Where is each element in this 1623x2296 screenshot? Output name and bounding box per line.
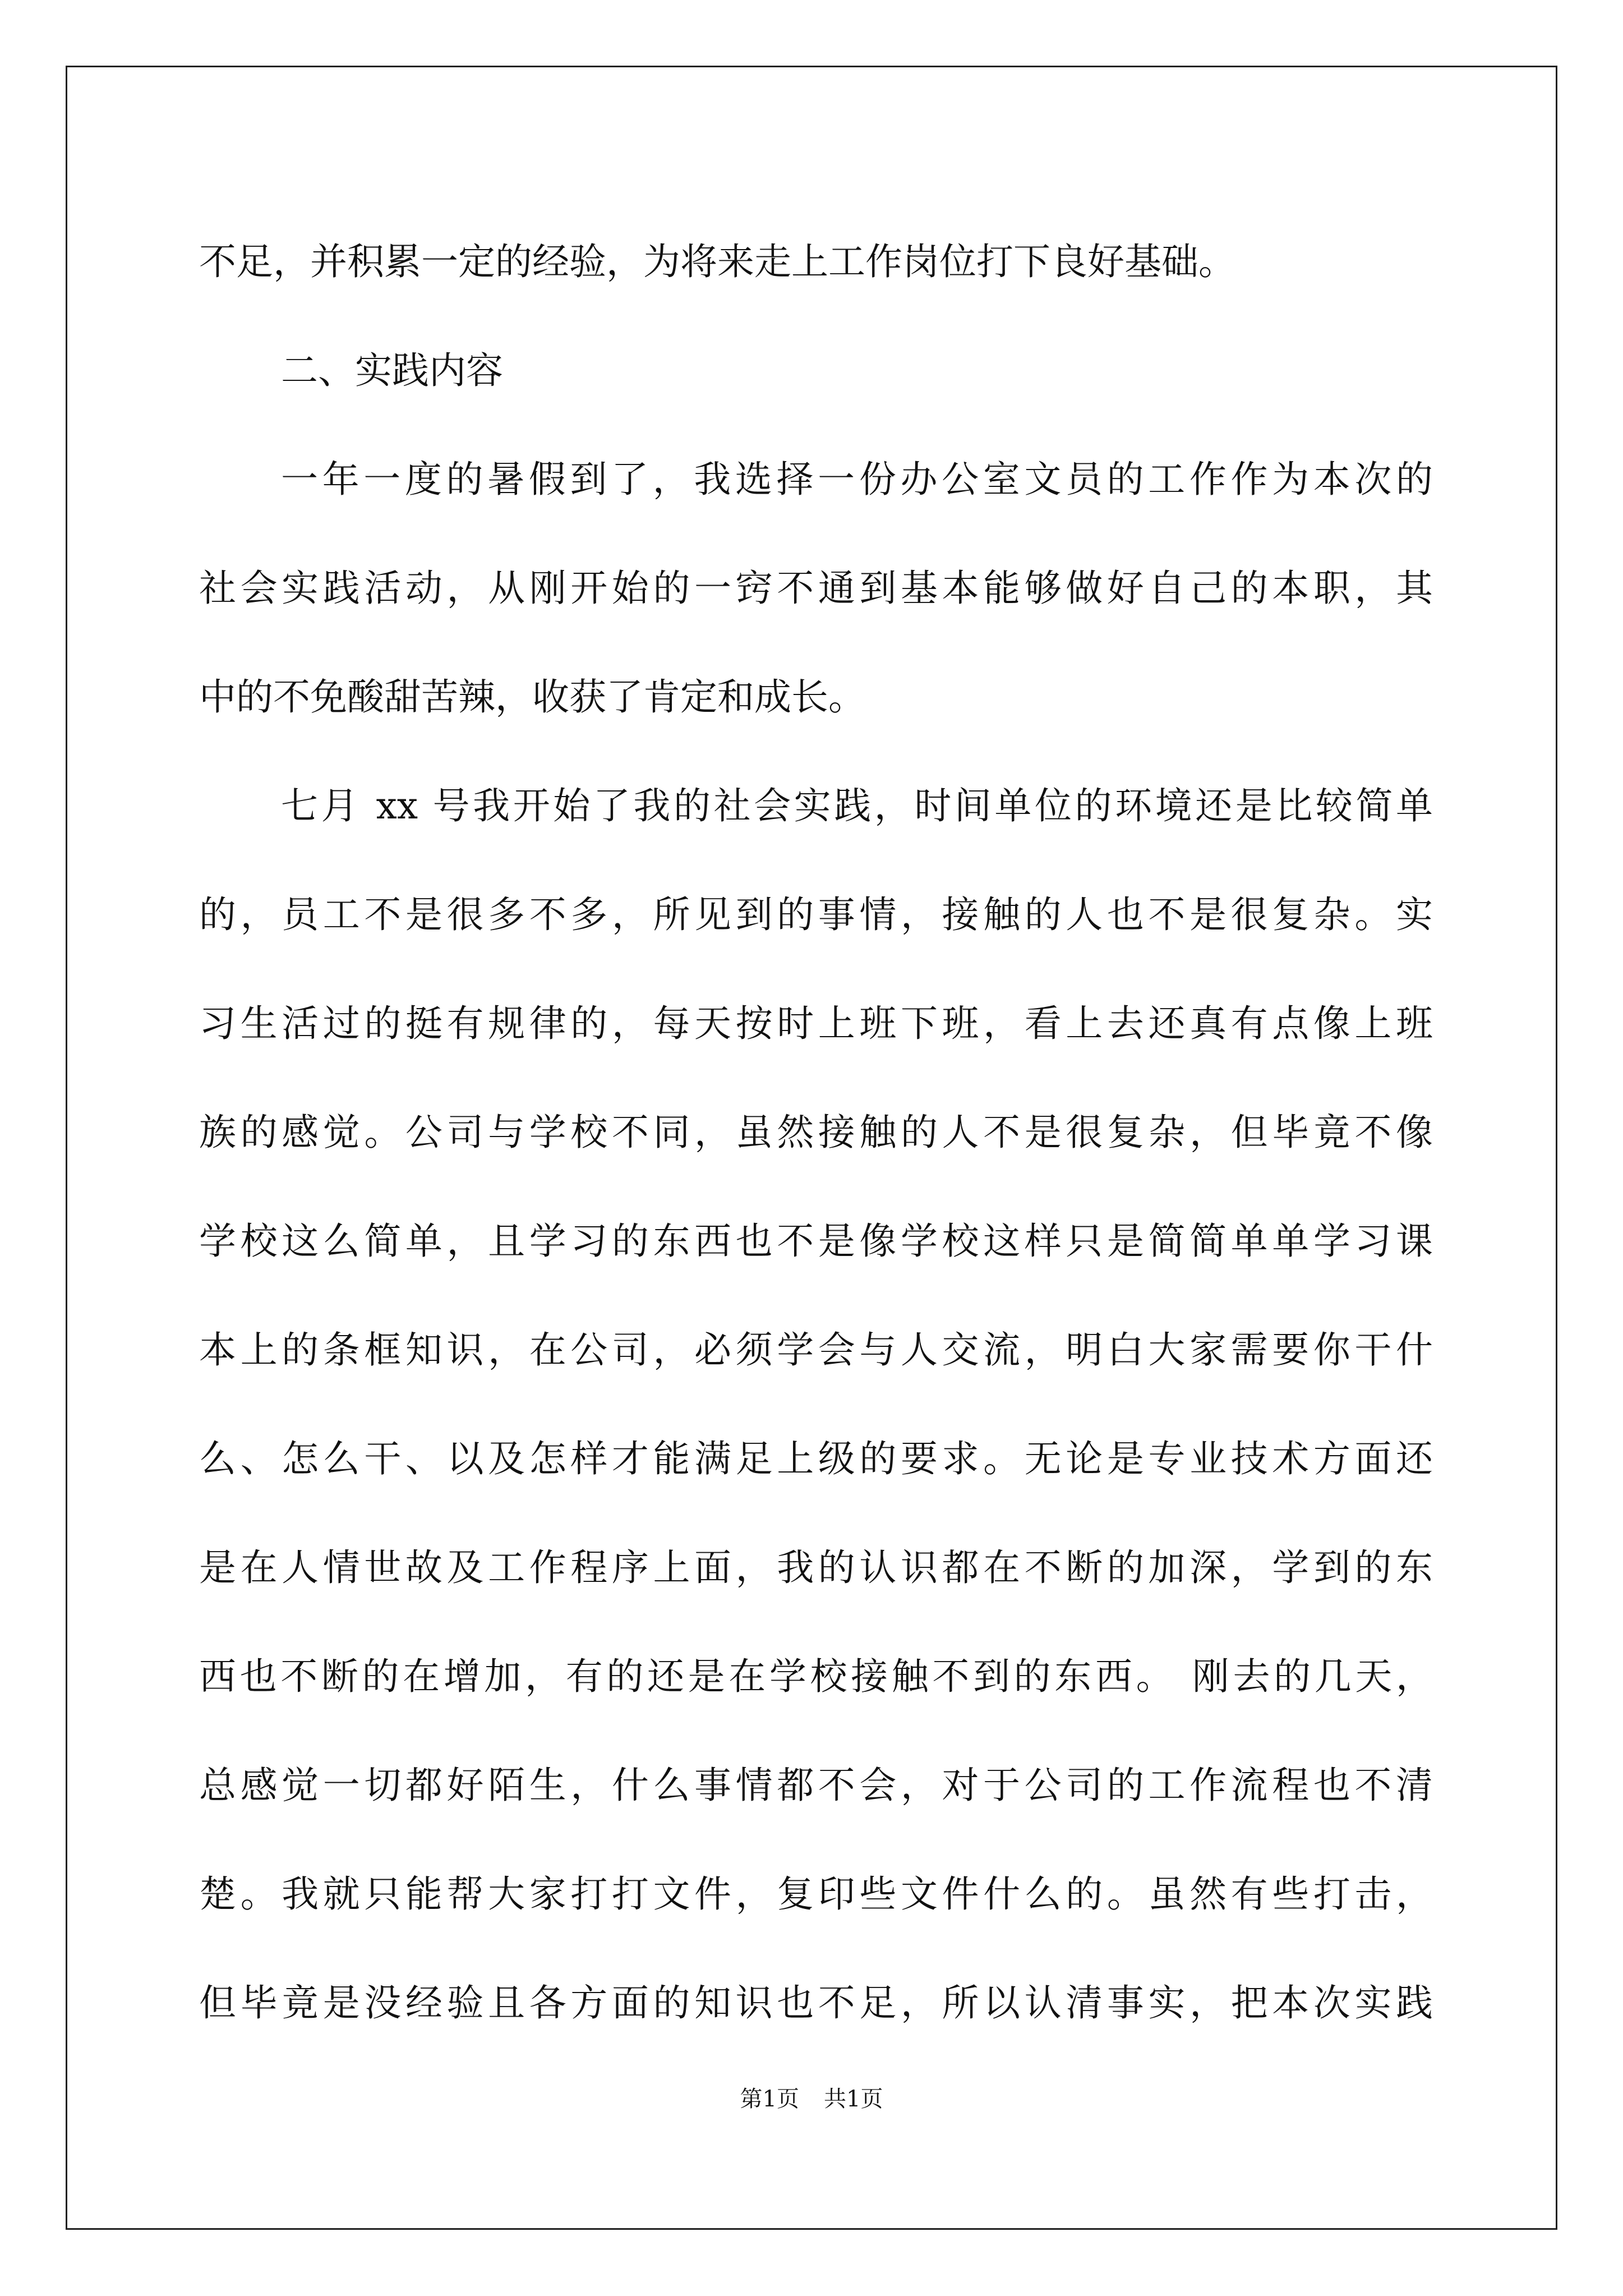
paragraph-line: 的，员工不是很多不多，所见到的事情，接触的人也不是很复杂。实 — [199, 893, 1433, 936]
paragraph-line: 西也不断的在增加，有的还是在学校接触不到的东西。 刚去的几天， — [199, 1655, 1433, 1698]
paragraph-line: 族的感觉。公司与学校不同，虽然接触的人不是很复杂，但毕竟不像 — [199, 1111, 1433, 1154]
document-body — [199, 208, 1433, 2058]
paragraph-line: 社会实践活动，从刚开始的一窍不通到基本能够做好自己的本职，其 — [199, 567, 1433, 610]
paragraph-line: 但毕竟是没经验且各方面的知识也不足，所以认清事实，把本次实践 — [199, 1981, 1433, 2024]
page-footer — [0, 2081, 1623, 2113]
paragraph-line: 七月 xx 号我开始了我的社会实践，时间单位的环境还是比较简单 — [281, 784, 1433, 827]
paragraph-line: 楚。我就只能帮大家打打文件，复印些文件什么的。虽然有些打击， — [199, 1872, 1433, 1916]
page-number-total: 共1页 — [824, 2086, 883, 2112]
paragraph-line: 么、怎么干、以及怎样才能满足上级的要求。无论是专业技术方面还 — [199, 1437, 1433, 1480]
paragraph-line: 本上的条框知识，在公司，必须学会与人交流，明白大家需要你干什 — [199, 1328, 1433, 1372]
paragraph-line: 一年一度的暑假到了，我选择一份办公室文员的工作作为本次的 — [281, 458, 1433, 501]
paragraph-line: 总感觉一切都好陌生，什么事情都不会，对于公司的工作流程也不清 — [199, 1764, 1433, 1807]
paragraph-line: 学校这么简单，且学习的东西也不是像学校这样只是简简单单学习课 — [199, 1220, 1433, 1263]
paragraph-line: 习生活过的挺有规律的，每天按时上班下班，看上去还真有点像上班 — [199, 1002, 1433, 1045]
section-heading: 二、实践内容 — [281, 349, 503, 392]
paragraph-line: 不足，并积累一定的经验，为将来走上工作岗位打下良好基础。 — [199, 240, 1235, 283]
page-number-current: 第1页 — [740, 2086, 799, 2112]
paragraph-line: 中的不免酸甜苦辣，收获了肯定和成长。 — [199, 675, 865, 719]
paragraph-line: 是在人情世故及工作程序上面，我的认识都在不断的加深，学到的东 — [199, 1546, 1433, 1589]
